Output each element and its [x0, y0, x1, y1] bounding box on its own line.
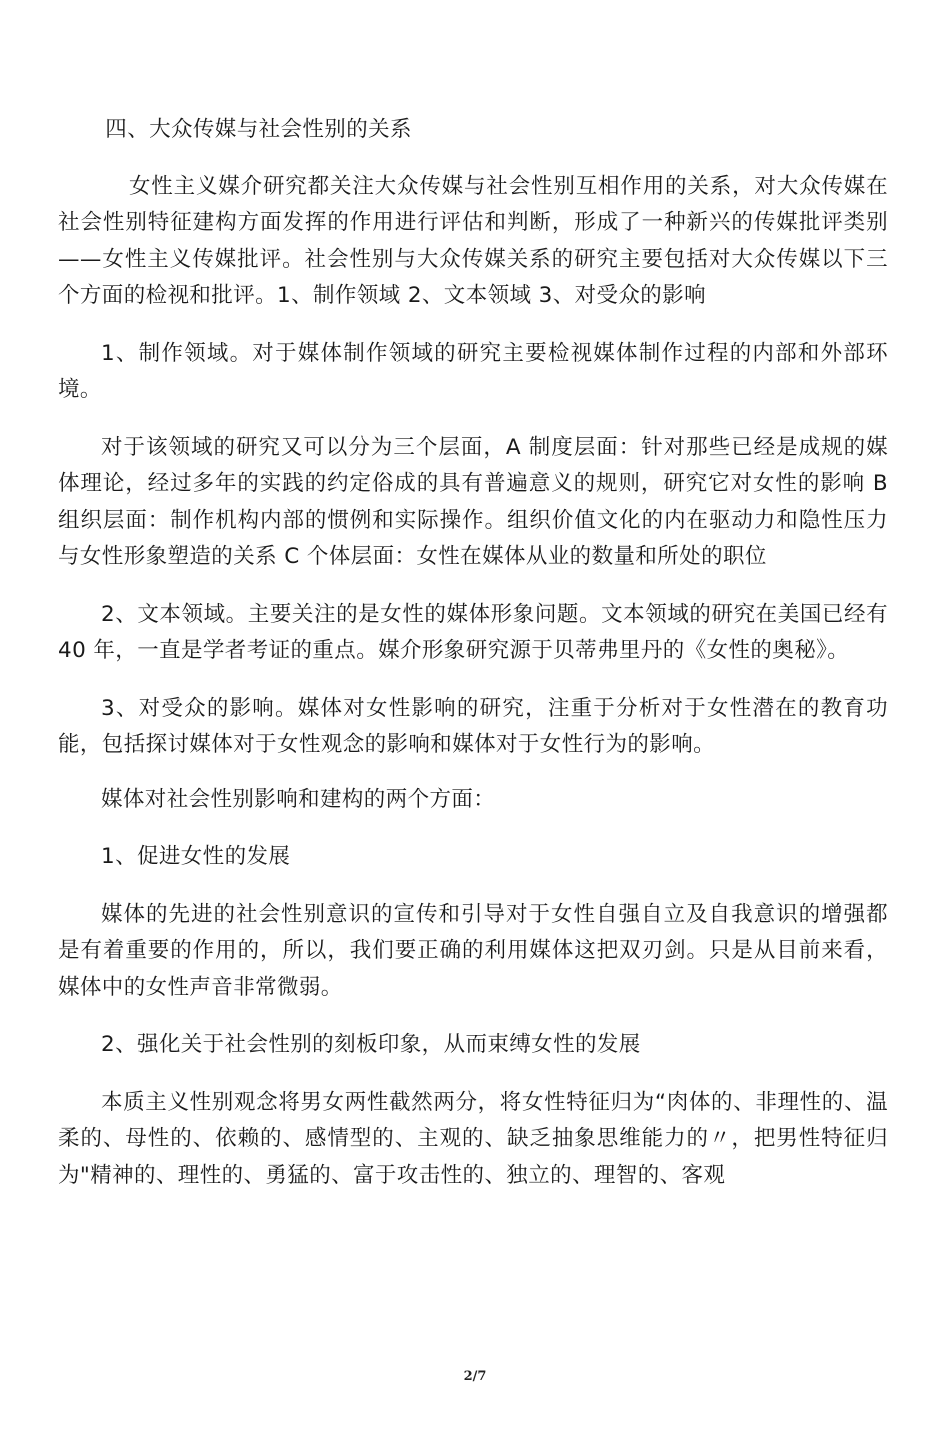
page-number: 2/7: [463, 1369, 487, 1384]
paragraph-promote-development: 1、促进女性的发展: [101, 844, 291, 869]
paragraph-three-levels: 对于该领域的研究又可以分为三个层面，A 制度层面：针对那些已经是成规的媒体理论，经过多年的实践的约定俗成的具有普遍意义的规则，研究它对女性的影响 B 组织层面：制作机构内部的惯例和实际操作。组织价值文化的内在驱动力和隐性压力与女性形象塑造的关系 C 个体层面：女性在媒体从业的数量和所处的职位: [58, 434, 888, 569]
paragraph-essentialism: 本质主义性别观念将男女两性截然两分，将女性特征归为“肉体的、非理性的、温柔的、母性的、依赖的、感情型的、主观的、缺乏抽象思维能力的〃，把男性特征归为"精神的、理性的、勇猛的、富于攻击性的、独立的、理智的、客观: [58, 1089, 888, 1188]
paragraph-production-field: 1、制作领域。对于媒体制作领域的研究主要检视媒体制作过程的内部和外部环境。: [58, 340, 888, 402]
document-body: [58, 112, 888, 1194]
paragraph-audience-effect: 3、对受众的影响。媒体对女性影响的研究，注重于分析对于女性潜在的教育功能，包括探讨媒体对于女性观念的影响和媒体对于女性行为的影响。: [58, 695, 888, 757]
paragraph-text-field: 2、文本领域。主要关注的是女性的媒体形象问题。文本领域的研究在美国已经有 40 年，一直是学者考证的重点。媒介形象研究源于贝蒂弗里丹的《女性的奥秘》。: [58, 601, 888, 663]
paragraph-two-aspects: 媒体对社会性别影响和建构的两个方面：: [101, 786, 496, 812]
paragraph-intro: 女性主义媒介研究都关注大众传媒与社会性别互相作用的关系，对大众传媒在社会性别特征建构方面发挥的作用进行评估和判断，形成了一种新兴的传媒批评类别——女性主义传媒批评。社会性别与大众传媒关系的研究主要包括对大众传媒以下三个方面的检视和批评。1、制作领域 2、文本领域 3、对受众的影响: [58, 173, 888, 308]
paragraph-media-awareness: 媒体的先进的社会性别意识的宣传和引导对于女性自强自立及自我意识的增强都是有着重要的作用的，所以，我们要正确的利用媒体这把双刃剑。只是从目前来看，媒体中的女性声音非常微弱。: [58, 901, 888, 1000]
section-heading: 四、大众传媒与社会性别的关系: [105, 117, 412, 142]
paragraph-stereotypes: 2、强化关于社会性别的刻板印象，从而束缚女性的发展: [101, 1032, 641, 1057]
